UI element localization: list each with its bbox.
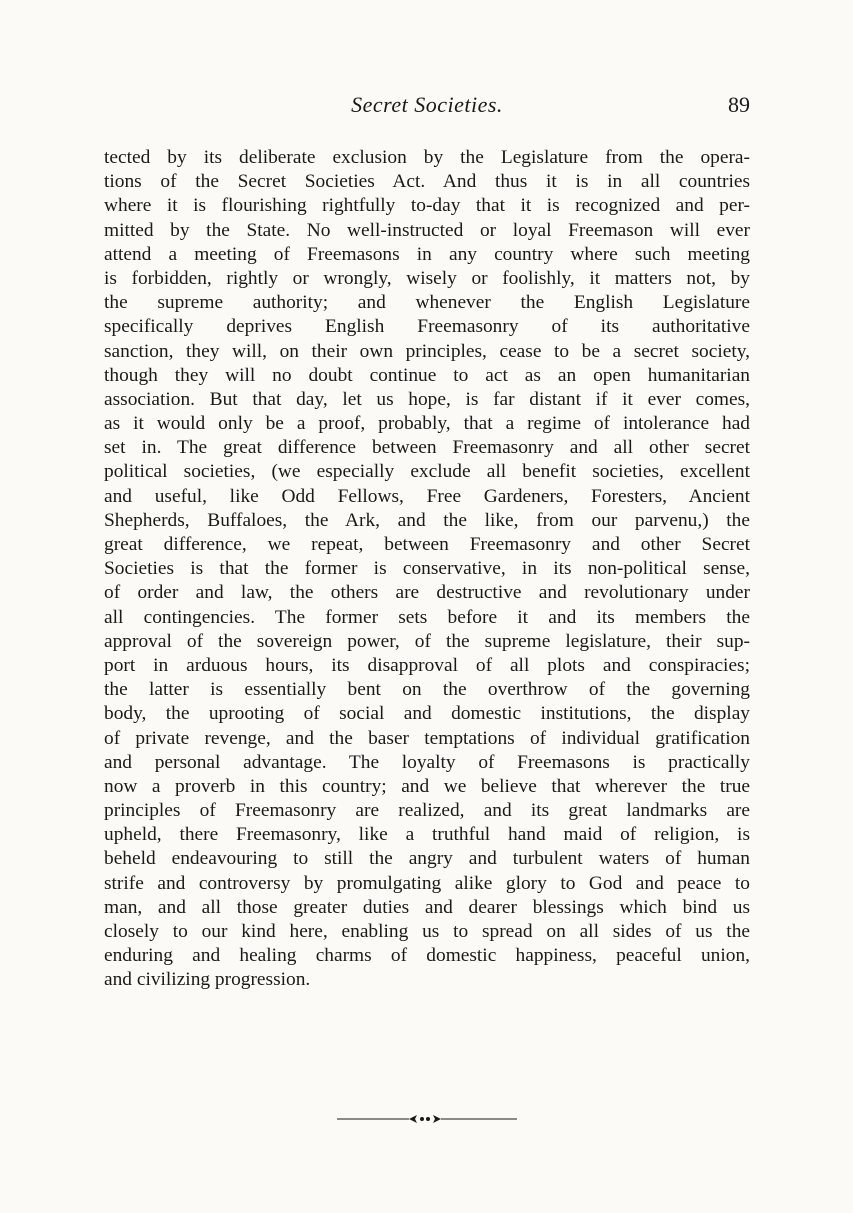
text-line: Shepherds, Buffaloes, the Ark, and the like, from our parvenu,) the	[104, 509, 750, 531]
text-line: Societies is that the former is conservative, in its non-political sense,	[104, 558, 750, 580]
text-line: specifically deprives English Freemasonry of its authoritative	[104, 316, 750, 338]
text-line: of order and law, the others are destructive and revolutionary under	[104, 582, 750, 604]
running-head	[104, 92, 750, 122]
text-line: set in. The great difference between Freemasonry and all other secret	[104, 437, 750, 459]
text-line: association. But that day, let us hope, is far distant if it ever comes,	[104, 388, 750, 410]
text-line: mitted by the State. No well-instructed or loyal Freemason will ever	[104, 219, 750, 241]
page-number: 89	[728, 92, 750, 117]
body-text	[104, 146, 750, 993]
text-line: and personal advantage. The loyalty of Freemasons is practically	[104, 751, 750, 773]
text-line: man, and all those greater duties and dearer blessings which bind us	[104, 896, 750, 918]
text-line: approval of the sovereign power, of the supreme legislature, their sup-	[104, 630, 750, 652]
text-line: beheld endeavouring to still the angry and turbulent waters of human	[104, 848, 750, 870]
text-line: body, the uprooting of social and domestic institutions, the display	[104, 703, 750, 725]
text-line: political societies, (we especially exclude all benefit societies, excellent	[104, 461, 750, 483]
text-line: tected by its deliberate exclusion by the Legislature from the opera-	[104, 147, 750, 168]
text-line: now a proverb in this country; and we believe that wherever the true	[104, 775, 750, 797]
text-line: though they will no doubt continue to act as an open humanitarian	[104, 364, 750, 386]
tailpiece-ornament-icon	[337, 1112, 517, 1126]
text-line: upheld, there Freemasonry, like a truthful hand maid of religion, is	[104, 824, 750, 846]
text-line: and civilizing progression.	[104, 969, 311, 991]
text-line: of private revenge, and the baser temptations of individual gratification	[104, 727, 750, 749]
text-line: all contingencies. The former sets before it and its members the	[104, 606, 750, 628]
text-line: great difference, we repeat, between Freemasonry and other Secret	[104, 534, 750, 555]
text-line: attend a meeting of Freemasons in any country where such meeting	[104, 243, 750, 265]
text-line: the supreme authority; and whenever the English Legislature	[104, 292, 750, 314]
text-line: tions of the Secret Societies Act. And thus it is in all countries	[104, 171, 750, 193]
text-line: closely to our kind here, enabling us to spread on all sides of us the	[104, 921, 750, 942]
text-line: principles of Freemasonry are realized, and its great landmarks are	[104, 800, 750, 822]
text-line: is forbidden, rightly or wrongly, wisely or foolishly, it matters not, by	[104, 267, 750, 289]
text-line: sanction, they will, on their own principles, cease to be a secret society,	[104, 340, 750, 362]
text-line: strife and controversy by promulgating alike glory to God and peace to	[104, 872, 750, 894]
text-line: and useful, like Odd Fellows, Free Gardeners, Foresters, Ancient	[104, 485, 750, 507]
text-line: the latter is essentially bent on the overthrow of the governing	[104, 679, 750, 701]
running-title: Secret Societies.	[351, 92, 503, 117]
text-line: as it would only be a proof, probably, that a regime of intolerance had	[104, 413, 750, 435]
text-line: enduring and healing charms of domestic happiness, peaceful union,	[104, 945, 750, 967]
text-line: where it is flourishing rightfully to-day that it is recognized and per-	[104, 195, 750, 217]
text-line: port in arduous hours, its disapproval of all plots and conspiracies;	[104, 654, 750, 676]
